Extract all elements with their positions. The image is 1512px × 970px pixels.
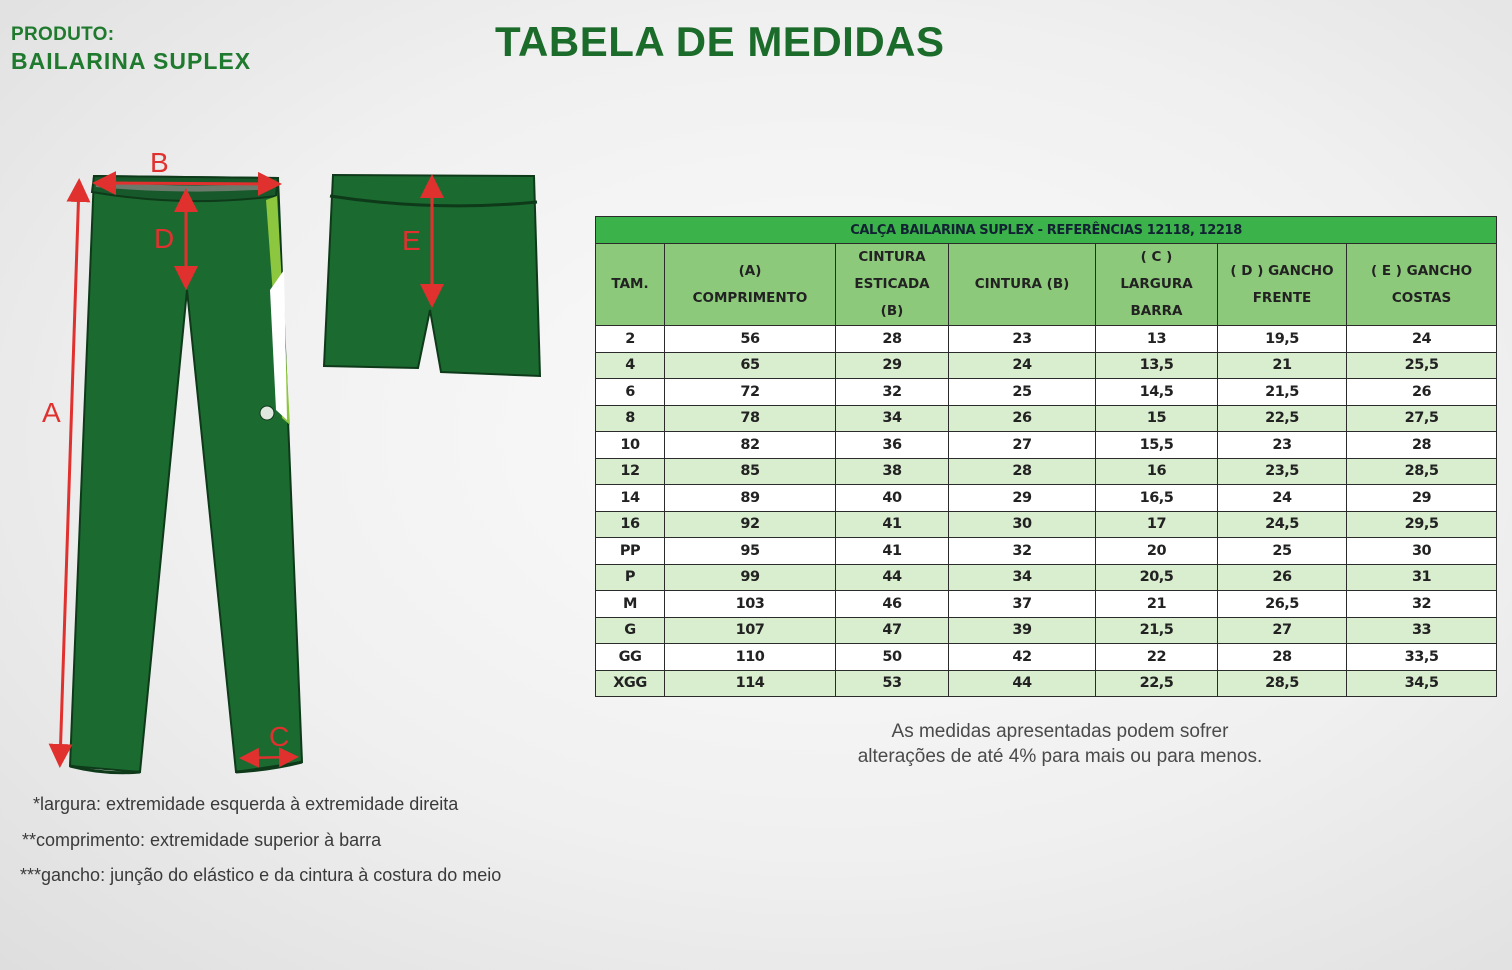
- measure-cell: 89: [665, 485, 836, 512]
- measure-cell: 50: [836, 644, 949, 671]
- table-row: [596, 591, 1497, 618]
- measure-cell: 82: [665, 432, 836, 459]
- measure-cell: 114: [665, 670, 836, 697]
- size-cell: XGG: [596, 670, 665, 697]
- measure-cell: 28: [1347, 432, 1497, 459]
- measure-cell: 27,5: [1347, 405, 1497, 432]
- table-row: [596, 511, 1497, 538]
- size-cell: PP: [596, 538, 665, 565]
- measure-cell: 23: [1218, 432, 1347, 459]
- column-header-line: COSTAS: [1391, 289, 1452, 306]
- measure-cell: 110: [665, 644, 836, 671]
- measure-cell: 92: [665, 511, 836, 538]
- column-header: [1218, 244, 1347, 326]
- measure-cell: 27: [949, 432, 1096, 459]
- table-row: [596, 670, 1497, 697]
- footnote-length: **comprimento: extremidade superior à barra: [22, 830, 382, 850]
- measure-cell: 21,5: [1096, 617, 1218, 644]
- column-header-line: (B): [880, 303, 904, 319]
- size-cell: 12: [596, 458, 665, 485]
- tolerance-note-line1: As medidas apresentadas podem sofrer: [891, 721, 1229, 742]
- measure-cell: 24,5: [1218, 511, 1347, 538]
- measure-cell: 14,5: [1096, 379, 1218, 406]
- measure-cell: 28,5: [1347, 458, 1497, 485]
- measure-cell: 95: [665, 538, 836, 565]
- column-header-line: ( E ) GANCHO: [1370, 262, 1473, 279]
- footnote-width: *largura: extremidade esquerda à extremidade direita: [33, 794, 459, 814]
- measure-cell: 41: [836, 511, 949, 538]
- measure-cell: 28: [1218, 644, 1347, 671]
- measure-cell: 42: [949, 644, 1096, 671]
- size-cell: 2: [596, 326, 665, 353]
- measure-cell: 34,5: [1347, 670, 1497, 697]
- measure-cell: 107: [665, 617, 836, 644]
- measure-cell: 30: [1347, 538, 1497, 565]
- measure-cell: 34: [949, 564, 1096, 591]
- measure-cell: 29: [1347, 485, 1497, 512]
- measure-cell: 26: [949, 405, 1096, 432]
- table-reference: CALÇA BAILARINA SUPLEX - REFERÊNCIAS 12118, 12218: [596, 217, 1497, 244]
- measure-cell: 46: [836, 591, 949, 618]
- measure-cell: 44: [836, 564, 949, 591]
- measure-cell: 23: [949, 326, 1096, 353]
- table-row: [596, 405, 1497, 432]
- measure-cell: 22: [1096, 644, 1218, 671]
- label-d: D: [154, 223, 175, 254]
- table-row: [596, 485, 1497, 512]
- column-header: [665, 244, 836, 326]
- measure-cell: 33,5: [1347, 644, 1497, 671]
- measure-cell: 32: [1347, 591, 1497, 618]
- column-header: [836, 244, 949, 326]
- column-header-line: CINTURA (B): [974, 276, 1070, 292]
- table-row: [596, 326, 1497, 353]
- table-row: [596, 432, 1497, 459]
- size-cell: 16: [596, 511, 665, 538]
- measure-cell: 30: [949, 511, 1096, 538]
- measure-cell: 36: [836, 432, 949, 459]
- column-header: [949, 244, 1096, 326]
- label-c: C: [269, 721, 290, 752]
- label-e: E: [402, 225, 421, 256]
- measure-cell: 24: [949, 352, 1096, 379]
- measure-cell: 65: [665, 352, 836, 379]
- table-row: [596, 617, 1497, 644]
- measure-cell: 28: [949, 458, 1096, 485]
- measure-cell: 29: [949, 485, 1096, 512]
- measure-cell: 29,5: [1347, 511, 1497, 538]
- measure-cell: 37: [949, 591, 1096, 618]
- measure-cell: 38: [836, 458, 949, 485]
- size-cell: 4: [596, 352, 665, 379]
- measure-cell: 103: [665, 591, 836, 618]
- table-row: [596, 538, 1497, 565]
- measure-cell: 23,5: [1218, 458, 1347, 485]
- measure-cell: 24: [1218, 485, 1347, 512]
- measure-cell: 78: [665, 405, 836, 432]
- column-header: [596, 244, 665, 326]
- measure-cell: 22,5: [1218, 405, 1347, 432]
- measure-cell: 22,5: [1096, 670, 1218, 697]
- measure-cell: 44: [949, 670, 1096, 697]
- measure-cell: 13: [1096, 326, 1218, 353]
- measure-cell: 15: [1096, 405, 1218, 432]
- column-header-line: COMPRIMENTO: [692, 289, 808, 306]
- column-header-line: ESTICADA: [854, 276, 930, 292]
- measure-cell: 39: [949, 617, 1096, 644]
- measure-cell: 15,5: [1096, 432, 1218, 459]
- table-body: [596, 326, 1497, 697]
- measure-cell: 16,5: [1096, 485, 1218, 512]
- column-header-line: (A): [738, 262, 762, 279]
- size-cell: 8: [596, 405, 665, 432]
- size-cell: P: [596, 564, 665, 591]
- table-row: [596, 352, 1497, 379]
- measure-cell: 28: [836, 326, 949, 353]
- measure-cell: 19,5: [1218, 326, 1347, 353]
- size-cell: 6: [596, 379, 665, 406]
- product-name: BAILARINA SUPLEX: [11, 48, 252, 74]
- column-header-line: ( D ) GANCHO: [1230, 262, 1334, 279]
- measure-cell: 21,5: [1218, 379, 1347, 406]
- product-label: PRODUTO:: [11, 24, 115, 45]
- measure-cell: 21: [1096, 591, 1218, 618]
- column-header-line: FRENTE: [1252, 289, 1312, 306]
- measure-cell: 56: [665, 326, 836, 353]
- measure-cell: 41: [836, 538, 949, 565]
- column-header: [1096, 244, 1218, 326]
- size-cell: G: [596, 617, 665, 644]
- column-header-line: CINTURA: [858, 249, 926, 265]
- size-cell: 10: [596, 432, 665, 459]
- measure-cell: 25: [949, 379, 1096, 406]
- tolerance-note-line2: alterações de até 4% para mais ou para menos.: [857, 746, 1263, 767]
- measure-cell: 33: [1347, 617, 1497, 644]
- label-b: B: [150, 147, 169, 178]
- measure-cell: 85: [665, 458, 836, 485]
- measure-cell: 26: [1347, 379, 1497, 406]
- measure-cell: 25: [1218, 538, 1347, 565]
- measure-cell: 21: [1218, 352, 1347, 379]
- size-cell: GG: [596, 644, 665, 671]
- measure-cell: 26: [1218, 564, 1347, 591]
- size-cell: M: [596, 591, 665, 618]
- measure-cell: 34: [836, 405, 949, 432]
- measure-cell: 20,5: [1096, 564, 1218, 591]
- label-a: A: [42, 397, 61, 428]
- measure-cell: 24: [1347, 326, 1497, 353]
- table-row: [596, 458, 1497, 485]
- measure-cell: 32: [949, 538, 1096, 565]
- table-header-row: [596, 244, 1497, 326]
- table-row: [596, 644, 1497, 671]
- tolerance-note: [830, 719, 1290, 769]
- column-header-line: BARRA: [1130, 303, 1183, 319]
- table-row: [596, 564, 1497, 591]
- footnote-crotch: ***gancho: junção do elástico e da cintura à costura do meio: [20, 865, 502, 885]
- measure-cell: 72: [665, 379, 836, 406]
- size-cell: 14: [596, 485, 665, 512]
- garment-diagram: [0, 0, 600, 800]
- column-header-line: LARGURA: [1120, 276, 1193, 292]
- column-header-line: TAM.: [611, 276, 649, 292]
- measure-cell: 16: [1096, 458, 1218, 485]
- measure-cell: 13,5: [1096, 352, 1218, 379]
- column-header-line: ( C ): [1140, 249, 1173, 265]
- size-table: [595, 216, 1497, 697]
- column-header: [1347, 244, 1497, 326]
- measure-cell: 99: [665, 564, 836, 591]
- measure-cell: 31: [1347, 564, 1497, 591]
- measure-cell: 32: [836, 379, 949, 406]
- measure-cell: 26,5: [1218, 591, 1347, 618]
- measure-cell: 29: [836, 352, 949, 379]
- table-row: [596, 379, 1497, 406]
- measure-cell: 27: [1218, 617, 1347, 644]
- measure-cell: 20: [1096, 538, 1218, 565]
- measure-cell: 25,5: [1347, 352, 1497, 379]
- measure-cell: 53: [836, 670, 949, 697]
- measure-cell: 17: [1096, 511, 1218, 538]
- measure-cell: 40: [836, 485, 949, 512]
- measure-cell: 28,5: [1218, 670, 1347, 697]
- measure-cell: 47: [836, 617, 949, 644]
- page-title: TABELA DE MEDIDAS: [495, 18, 945, 65]
